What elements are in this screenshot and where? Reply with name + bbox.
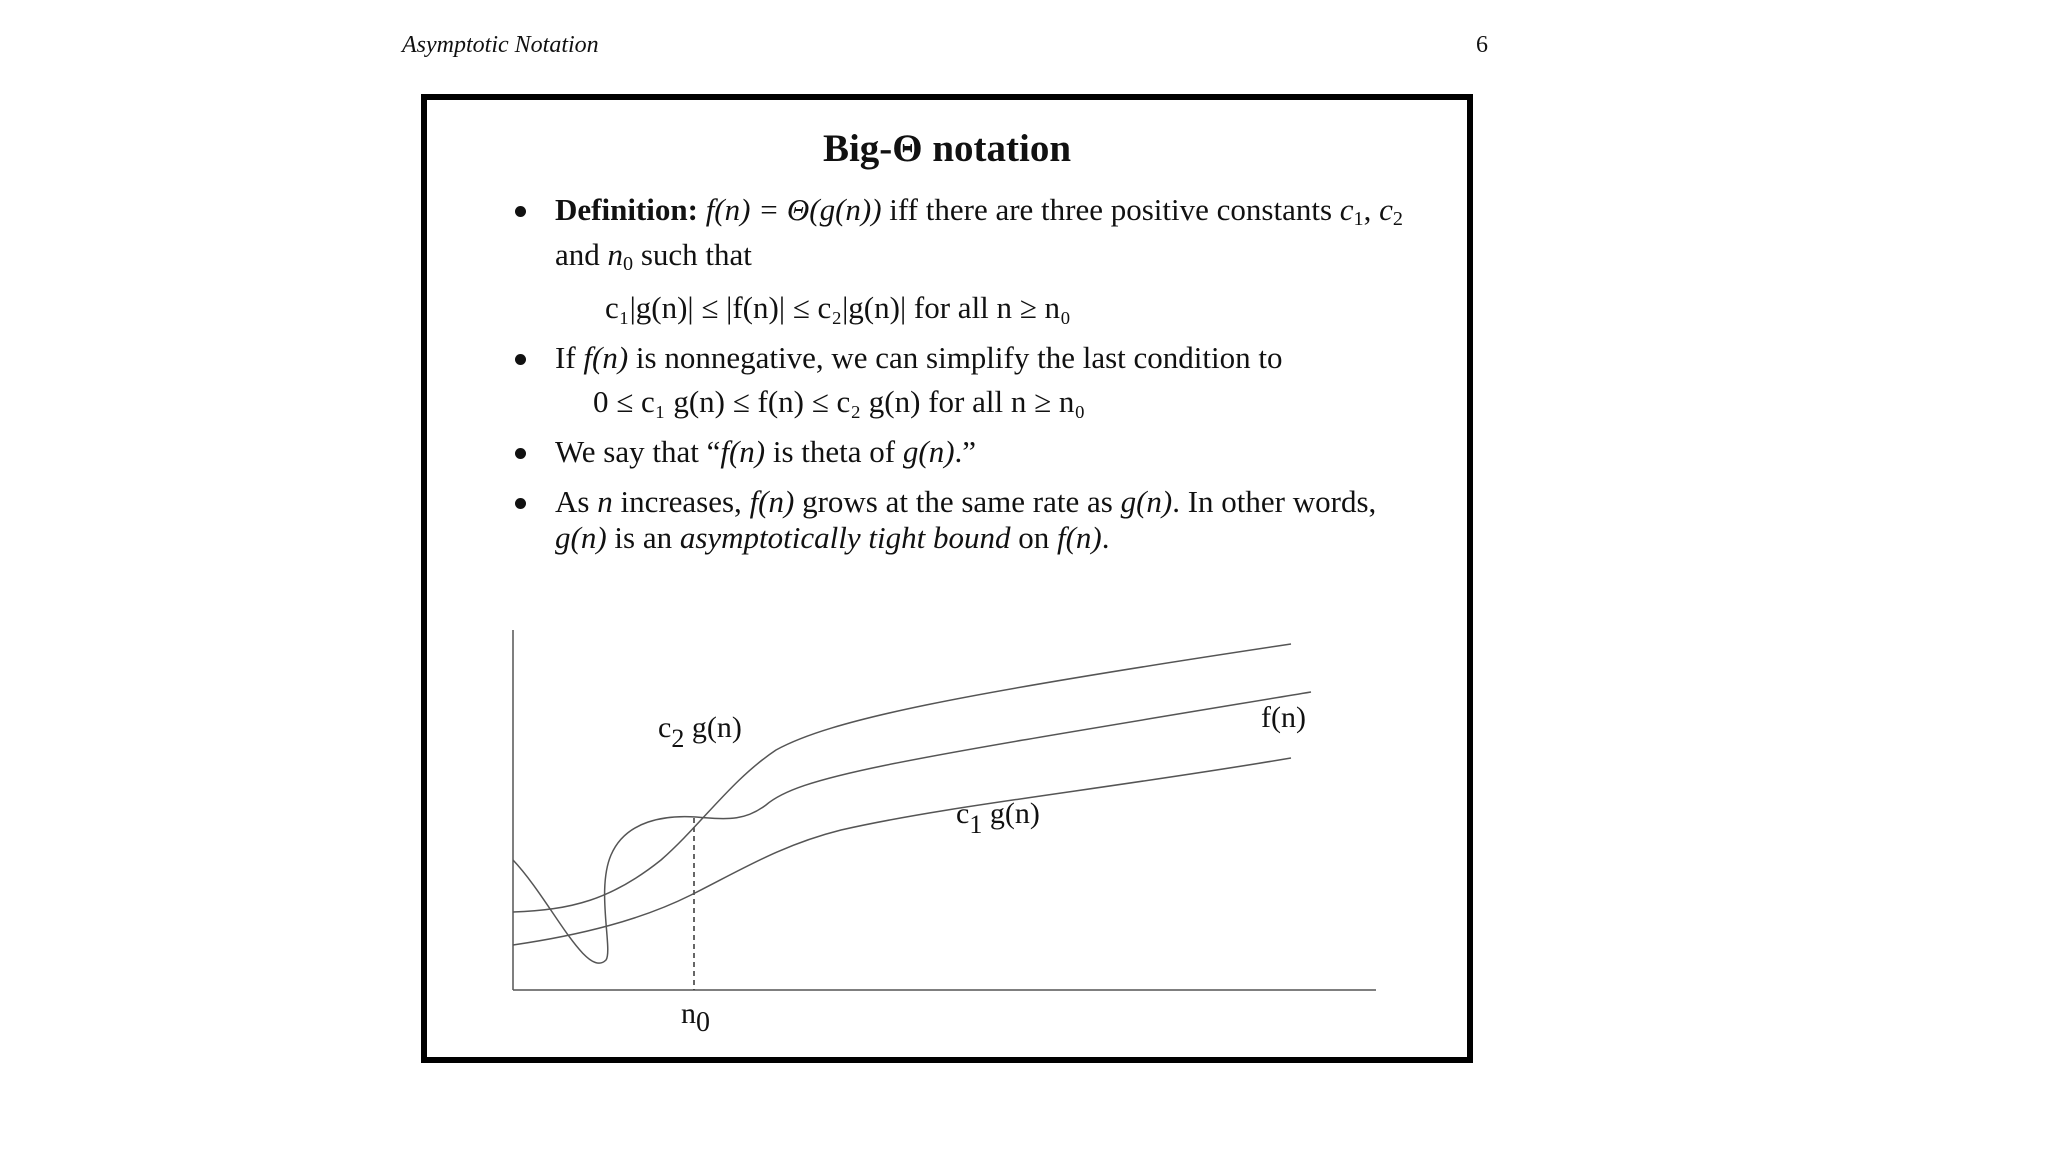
simplified-formula: 0 ≤ c₁ g(n) ≤ f(n) ≤ c₂ g(n) for all n ≥ n₀ (593, 384, 1086, 420)
bullet-growth-rate (515, 484, 1415, 556)
bullet-dot (515, 206, 526, 217)
bullet-text: , (1363, 192, 1380, 227)
bullet-text: As (555, 484, 598, 520)
c1g-curve (513, 758, 1291, 945)
math-expression: f(n) (720, 434, 766, 470)
definition-label: Definition: (555, 192, 698, 227)
bullet-text: on (1010, 520, 1057, 556)
bullet-theta-of (515, 434, 1415, 470)
math-c1: $c_1$ (1339, 192, 1364, 231)
f-curve (513, 692, 1311, 963)
big-theta-figure (501, 630, 1401, 1050)
c2g-curve (513, 644, 1291, 912)
bullet-text: . In other words, (1172, 484, 1377, 520)
math-expression: g(n) (1120, 484, 1173, 520)
bullet-text: such that (633, 237, 752, 273)
slide-frame (421, 94, 1473, 1063)
bullet-dot (515, 498, 526, 509)
label-n0: n0 (681, 997, 710, 1038)
bullet-dot (515, 354, 526, 365)
math-expression: n (597, 484, 613, 520)
bullet-text: and (555, 237, 608, 273)
bullet-list (515, 192, 1415, 570)
math-expression: f(n) (1056, 520, 1102, 556)
bullet-text: If (555, 340, 584, 376)
page-number: 6 (1476, 32, 1488, 58)
bullet-text: grows at the same rate as (794, 484, 1121, 520)
math-n0: $n_0$ (607, 237, 634, 276)
bullet-text: is an (606, 520, 680, 556)
label-f: f(n) (1261, 701, 1306, 734)
bullet-text: . (1101, 520, 1110, 556)
italic-phrase: asymptotically tight bound (679, 520, 1011, 556)
bullet-text: is nonnegative, we can simplify the last condition to (628, 340, 1283, 376)
slide-title: Big-Θ notation (822, 127, 1072, 170)
math-c2: $c_2$ (1379, 192, 1403, 231)
label-c2g: c2 g(n) (658, 711, 742, 753)
bullet-dot (515, 448, 526, 459)
bullet-nonnegative (515, 340, 1415, 420)
bullet-text: We say that “ (555, 434, 721, 470)
label-c1g: c1 g(n) (956, 797, 1040, 839)
bullet-definition (515, 192, 1415, 326)
bullet-text: is theta of (765, 434, 903, 470)
math-expression: f(n) = Θ(g(n)) (705, 192, 882, 227)
definition-formula: c₁|g(n)| ≤ |f(n)| ≤ c₂|g(n)| for all n ≥ n₀ (605, 290, 1071, 326)
math-expression: g(n) (902, 434, 955, 470)
math-expression: f(n) (583, 340, 629, 376)
math-expression: g(n) (555, 520, 607, 556)
page-header-title: Asymptotic Notation (402, 32, 599, 58)
bullet-text: iff there are three positive constants (881, 192, 1340, 227)
math-expression: f(n) (749, 484, 795, 520)
bullet-text: .” (954, 434, 977, 470)
bullet-text: increases, (612, 484, 750, 520)
